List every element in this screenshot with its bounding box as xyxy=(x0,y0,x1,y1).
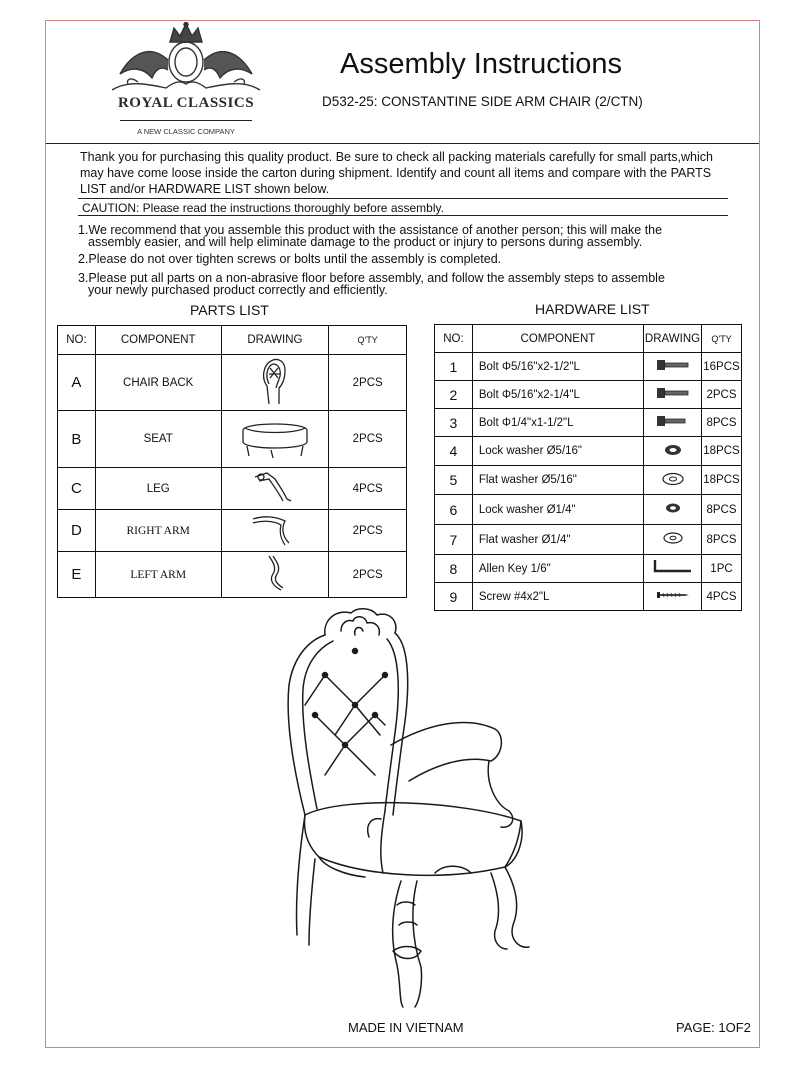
hardware-component: Screw #4x2"L xyxy=(472,583,643,611)
part-qty: 2PCS xyxy=(329,355,407,411)
parts-list-table xyxy=(57,325,407,598)
hardware-no: 9 xyxy=(435,583,473,611)
part-no: E xyxy=(58,552,96,598)
flat-washer-icon xyxy=(644,525,702,555)
part-component: LEG xyxy=(95,468,221,510)
part-no: B xyxy=(58,411,96,468)
hardware-no: 6 xyxy=(435,495,473,525)
caution-text: CAUTION: Please read the instructions thoroughly before assembly. xyxy=(82,201,444,215)
right-arm-icon xyxy=(221,510,329,552)
hardware-header-no: NO: xyxy=(435,325,473,353)
hardware-header-component: COMPONENT xyxy=(472,325,643,353)
royal-classics-crown-logo xyxy=(108,22,264,96)
step-1-line-1: 1.We recommend that you assemble this product with the assistance of another person; this will make the xyxy=(78,223,663,237)
parts-header-drawing: DRAWING xyxy=(221,326,329,355)
part-no: C xyxy=(58,468,96,510)
logo-divider xyxy=(120,120,252,121)
table-row xyxy=(58,355,407,411)
part-qty: 2PCS xyxy=(329,411,407,468)
hardware-qty: 16PCS xyxy=(701,353,741,381)
table-row xyxy=(435,437,742,466)
hardware-no: 7 xyxy=(435,525,473,555)
part-component: SEAT xyxy=(95,411,221,468)
part-no: A xyxy=(58,355,96,411)
chair-back-icon xyxy=(221,355,329,411)
hardware-no: 8 xyxy=(435,555,473,583)
hardware-no: 4 xyxy=(435,437,473,466)
hardware-component: Bolt Φ1/4"x1-1/2"L xyxy=(472,409,643,437)
seat-icon xyxy=(221,411,329,468)
hardware-component: Bolt Φ5/16"x2-1/2"L xyxy=(472,353,643,381)
hardware-qty: 18PCS xyxy=(701,466,741,495)
hardware-qty: 1PC xyxy=(701,555,741,583)
product-subtitle: D532-25: CONSTANTINE SIDE ARM CHAIR (2/CTN) xyxy=(322,94,643,109)
hardware-component: Allen Key 1/6" xyxy=(472,555,643,583)
table-row xyxy=(435,381,742,409)
page-number: PAGE: 1OF2 xyxy=(676,1020,751,1035)
table-row xyxy=(58,411,407,468)
hardware-qty: 4PCS xyxy=(701,583,741,611)
parts-header-row xyxy=(58,326,407,355)
intro-line-2: may have come loose inside the carton during shipment. Identify and count all items and compare with the PARTS xyxy=(80,166,712,180)
step-2: 2.Please do not over tighten screws or bolts until the assembly is completed. xyxy=(78,252,502,266)
made-in-text: MADE IN VIETNAM xyxy=(348,1020,464,1035)
hardware-no: 1 xyxy=(435,353,473,381)
table-row xyxy=(435,353,742,381)
table-row xyxy=(435,525,742,555)
leg-icon xyxy=(221,468,329,510)
table-row xyxy=(435,555,742,583)
part-no: D xyxy=(58,510,96,552)
table-row xyxy=(435,409,742,437)
brand-name: ROYAL CLASSICS xyxy=(117,95,255,111)
part-component: LEFT ARM xyxy=(95,552,221,598)
step-3-line-1: 3.Please put all parts on a non-abrasive floor before assembly, and follow the assembly steps to assemble xyxy=(78,271,665,285)
hardware-list-title: HARDWARE LIST xyxy=(535,301,650,317)
caution-bottom-rule xyxy=(78,215,728,216)
parts-header-qty: Q'TY xyxy=(329,326,407,355)
brand-tagline: A NEW CLASSIC COMPANY xyxy=(137,127,235,136)
part-qty: 2PCS xyxy=(329,552,407,598)
hardware-qty: 2PCS xyxy=(701,381,741,409)
bolt-icon xyxy=(644,409,702,437)
hardware-component: Bolt Φ5/16"x2-1/4"L xyxy=(472,381,643,409)
hardware-component: Flat washer Ø5/16" xyxy=(472,466,643,495)
hardware-no: 5 xyxy=(435,466,473,495)
hardware-list-table xyxy=(434,324,742,611)
hardware-header-row xyxy=(435,325,742,353)
step-1-line-2: assembly easier, and will help eliminate damage to the product or injury to persons during assembly. xyxy=(88,235,643,249)
table-row xyxy=(58,510,407,552)
left-arm-icon xyxy=(221,552,329,598)
hardware-no: 2 xyxy=(435,381,473,409)
header-divider xyxy=(46,143,759,144)
assembled-chair-illustration xyxy=(285,605,555,1010)
part-qty: 4PCS xyxy=(329,468,407,510)
screw-icon xyxy=(644,583,702,611)
table-row xyxy=(58,552,407,598)
hardware-header-qty: Q'TY xyxy=(701,325,741,353)
hardware-component: Flat washer Ø1/4" xyxy=(472,525,643,555)
hardware-qty: 8PCS xyxy=(701,409,741,437)
hardware-qty: 8PCS xyxy=(701,495,741,525)
hardware-header-drawing: DRAWING xyxy=(644,325,702,353)
part-component: RIGHT ARM xyxy=(95,510,221,552)
allen-key-icon xyxy=(644,555,702,583)
bolt-icon xyxy=(644,353,702,381)
lock-washer-icon xyxy=(644,437,702,466)
hardware-component: Lock washer Ø1/4" xyxy=(472,495,643,525)
flat-washer-icon xyxy=(644,466,702,495)
table-row xyxy=(435,495,742,525)
hardware-component: Lock washer Ø5/16" xyxy=(472,437,643,466)
hardware-no: 3 xyxy=(435,409,473,437)
caution-top-rule xyxy=(78,198,728,199)
table-row xyxy=(58,468,407,510)
lock-washer-icon xyxy=(644,495,702,525)
page-title: Assembly Instructions xyxy=(340,48,623,80)
parts-list-title: PARTS LIST xyxy=(190,302,269,318)
part-qty: 2PCS xyxy=(329,510,407,552)
intro-line-1: Thank you for purchasing this quality product. Be sure to check all packing materials carefully for small parts,which xyxy=(80,150,713,164)
part-component: CHAIR BACK xyxy=(95,355,221,411)
step-3-line-2: your newly purchased product correctly and efficiently. xyxy=(88,283,388,297)
parts-header-component: COMPONENT xyxy=(95,326,221,355)
intro-line-3: LIST and/or HARDWARE LIST shown below. xyxy=(80,182,330,196)
hardware-qty: 18PCS xyxy=(701,437,741,466)
hardware-qty: 8PCS xyxy=(701,525,741,555)
table-row xyxy=(435,466,742,495)
parts-header-no: NO: xyxy=(58,326,96,355)
bolt-icon xyxy=(644,381,702,409)
